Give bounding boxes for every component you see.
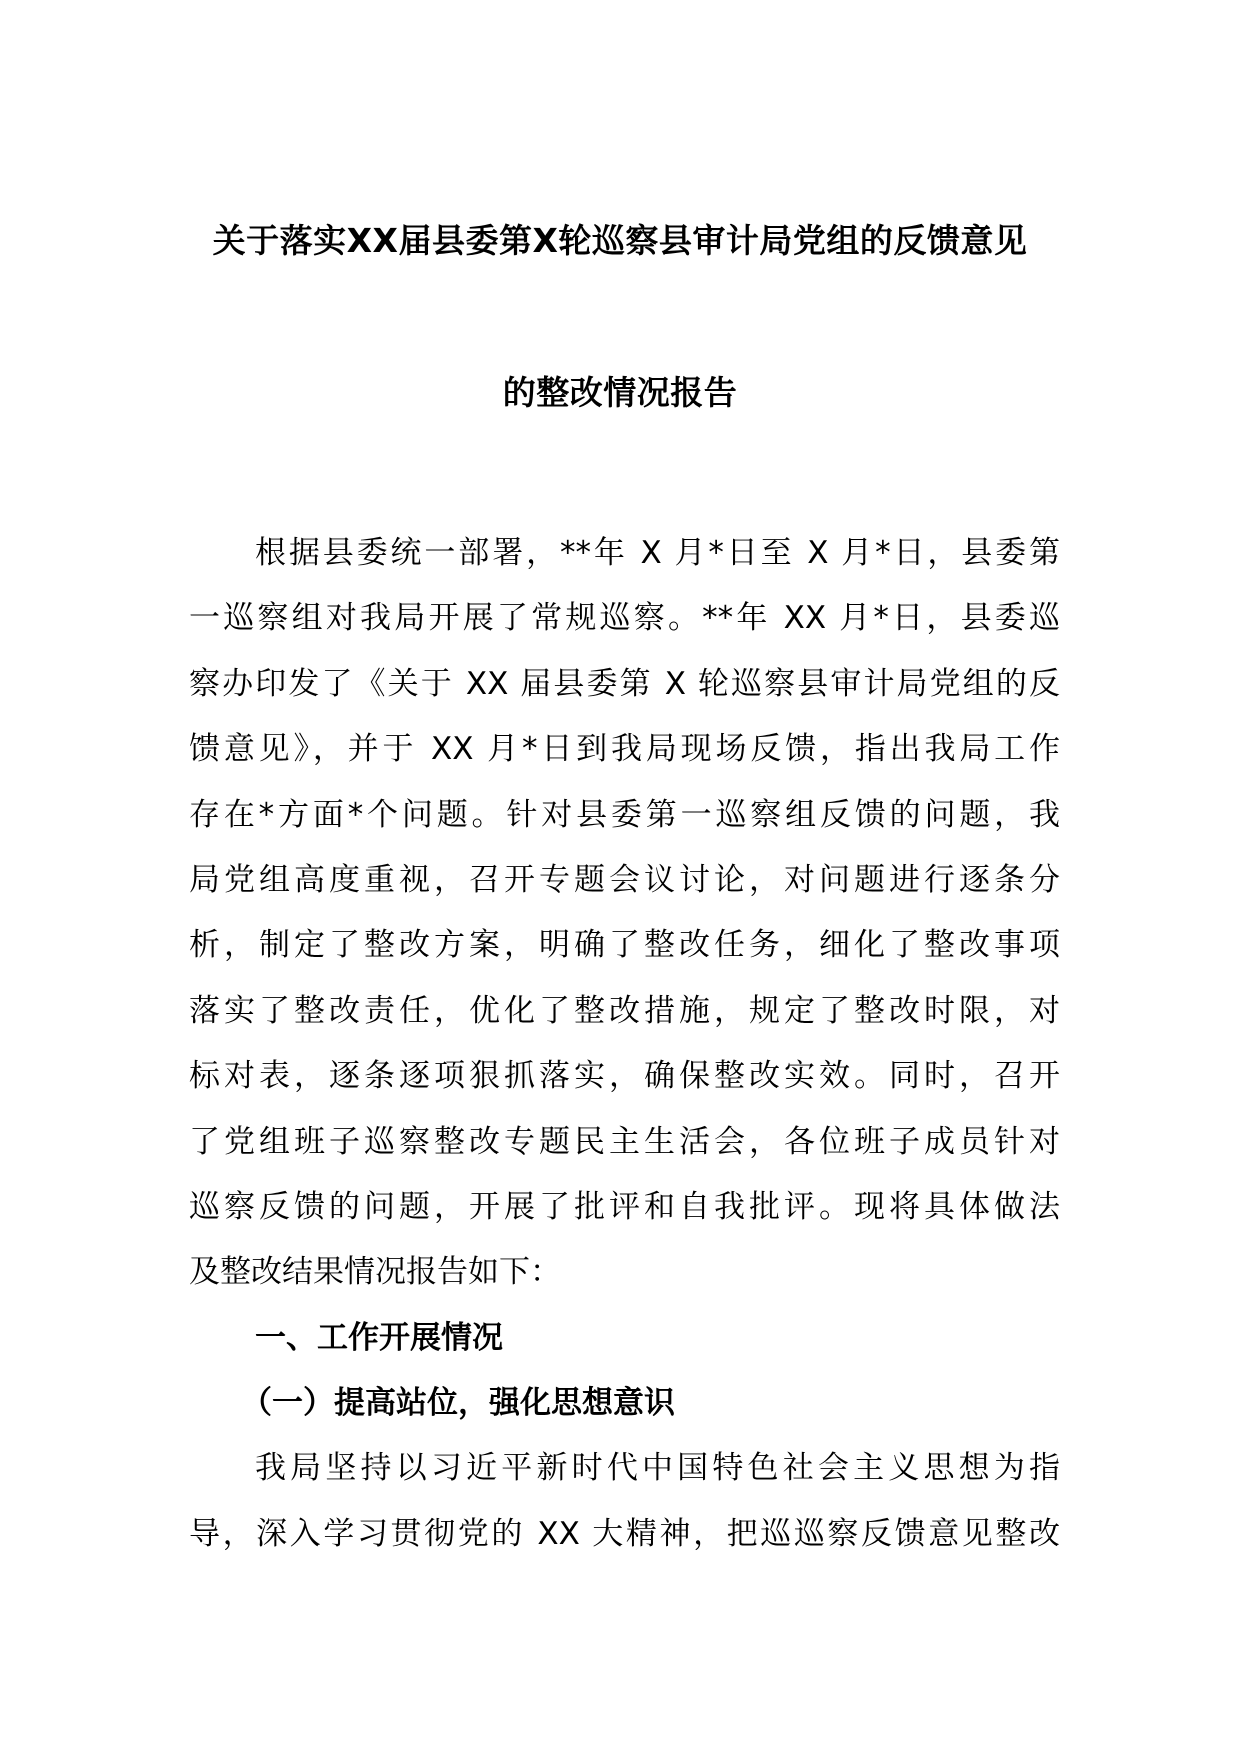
paragraph-line: 局党组高度重视，召开专题会议讨论，对问题进行逐条分 <box>189 861 1060 898</box>
paragraph-line: 标对表，逐条逐项狠抓落实，确保整改实效。同时，召开 <box>189 1058 1060 1095</box>
paragraph-line: 察办印发了《关于 XX 届县委第 X 轮巡察县审计局党组的反 <box>189 665 1060 702</box>
paragraph-line: 落实了整改责任，优化了整改措施，规定了整改时限，对 <box>189 992 1060 1029</box>
paragraph-line: 巡察反馈的问题，开展了批评和自我批评。现将具体做法 <box>189 1188 1060 1225</box>
paragraph-line: 根据县委统一部署，**年 X 月*日至 X 月*日，县委第 <box>255 535 1060 571</box>
subsection-heading: （一）提高站位，强化思想意识 <box>241 1385 675 1422</box>
paragraph-line: 馈意见》，并于 XX 月*日到我局现场反馈，指出我局工作 <box>189 731 1060 768</box>
paragraph-line: 了党组班子巡察整改专题民主生活会，各位班子成员针对 <box>189 1123 1060 1160</box>
document-title-line-2: 的整改情况报告 <box>502 373 738 412</box>
paragraph-line: 一巡察组对我局开展了常规巡察。**年 XX 月*日，县委巡 <box>189 600 1060 637</box>
paragraph-line: 导，深入学习贯彻党的 XX 大精神，把巡巡察反馈意见整改 <box>189 1515 1060 1552</box>
document-body <box>189 521 1060 1567</box>
paragraph-line: 存在*方面*个问题。针对县委第一巡察组反馈的问题，我 <box>189 796 1060 833</box>
paragraph-line: 析，制定了整改方案，明确了整改任务，细化了整改事项 <box>189 927 1060 964</box>
paragraph-line: 及整改结果情况报告如下： <box>189 1254 561 1291</box>
paragraph-line: 我局坚持以习近平新时代中国特色社会主义思想为指 <box>255 1450 1060 1487</box>
document-title-line-1: 关于落实XX届县委第X轮巡察县审计局党组的反馈意见 <box>212 221 1028 260</box>
section-heading: 一、工作开展情况 <box>255 1319 503 1356</box>
